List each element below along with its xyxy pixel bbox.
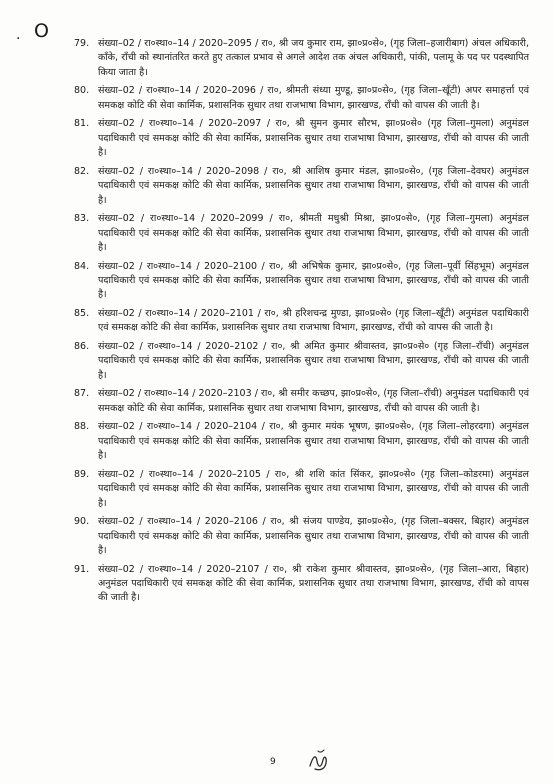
item-text: संख्या–02 / रा०स्था०–14 / 2020–2102 / रा०, श्री अमित कुमार श्रीवास्तव, झा०प्र०से० (गृह जिला–राँची) अनुमंडल पदाधिकारी एवं समकक्ष कोटि की सेवा कार्मिक, प्रशासनिक सुधार तथा राजभाषा विभाग, झारखण्ड, राँची को वापस की जाती है। (98, 341, 529, 381)
item-number: 84. (74, 260, 90, 272)
item-number: 80. (74, 85, 90, 97)
order-list (74, 37, 529, 610)
list-item (74, 84, 529, 113)
signature-flourish (318, 750, 324, 752)
item-number: 87. (74, 388, 90, 400)
page-number: 9 (270, 757, 276, 767)
list-item (74, 260, 529, 303)
item-text: संख्या–02 / रा०स्था०–14 / 2020–2105 / रा०, श्री शशि कांत सिंकर, झा०प्र०से० (गृह जिला–कोडरमा) अनुमंडल पदाधिकारी एवं समकक्ष कोटि की सेवा कार्मिक, प्रशासनिक सुधार तथा राजभाषा विभाग, झारखण्ड, राँची को वापस की जाती है। (98, 468, 529, 509)
list-item (74, 37, 529, 80)
item-text: संख्या–02 / रा०स्था०–14 / 2020–2107 / रा०, श्री राकेश कुमार श्रीवास्तव, झा०प्र०से०, (गृह जिला–आरा, बिहार) अनुमंडल पदाधिकारी एवं समकक्ष कोटि की सेवा कार्मिक, प्रशासनिक सुधार तथा राजभाषा विभाग, झारखण्ड, राँची को वापस की जाती है। (98, 563, 529, 604)
item-text: संख्या–02 / रा०स्था०–14 / 2020–2100 / रा०, श्री अभिषेक कुमार, झा०प्र०से०, (गृह जिला–पूर्वी सिंहभूम) अनुमंडल पदाधिकारी एवं समकक्ष कोटि की सेवा कार्मिक, प्रशासनिक सुधार तथा राजभाषा विभाग, झारखण्ड, राँची को वापस की जाती है। (98, 260, 529, 301)
list-item (74, 563, 529, 606)
item-number: 89. (74, 468, 90, 480)
list-item (74, 212, 529, 255)
item-text: संख्या–02 / रा०स्था०–14 / 2020–2103 / रा०, श्री समीर कच्छप, झा०प्र०से०, (गृह जिला–राँची) अनुमंडल पदाधिकारी एवं समकक्ष कोटि की सेवा कार्मिक, प्रशासनिक सुधार तथा राजभाषा विभाग, झारखण्ड, राँची को वापस की जाती है। (98, 388, 529, 414)
item-text: संख्या–02 / रा०स्था०–14 / 2020–2104 / रा०, श्री कुमार मयंक भूषण, झा०प्र०से०, (गृह जिला–लोहरदगा) अनुमंडल पदाधिकारी एवं समकक्ष कोटि की सेवा कार्मिक, प्रशासनिक सुधार तथा राजभाषा विभाग, झारखण्ड, राँची को वापस की जाती है। (98, 421, 529, 462)
item-number: 85. (74, 308, 90, 320)
list-item (74, 117, 529, 160)
list-item (74, 420, 529, 463)
signature-stroke (310, 757, 326, 770)
item-number: 82. (74, 165, 90, 177)
list-item (74, 165, 529, 208)
item-text: संख्या–02 / रा०स्था०–14 / 2020–2098 / रा०, श्री आशिष कुमार मंडल, झा०प्र०से०, (गृह जिला–देवघर) अनुमंडल पदाधिकारी एवं समकक्ष कोटि की सेवा कार्मिक, प्रशासनिक सुधार तथा राजभाषा विभाग, झारखण्ड, राँची को वापस की जाती है। (98, 165, 529, 206)
list-item (74, 515, 529, 558)
item-number: 90. (74, 516, 90, 528)
item-text: संख्या–02 / रा०स्था०–14 / 2020–2101 / रा०, श्री हरिशचन्द्र मुण्डा, झा०प्र०से० (गृह जिला–खूँटी) अनुमंडल पदाधिकारी एवं समकक्ष कोटि की सेवा कार्मिक, प्रशासनिक सुधार तथा राजभाषा विभाग, झारखण्ड, राँची को वापस की जाती है। (98, 308, 529, 334)
item-text: संख्या–02 / रा०स्था०–14 / 2020–2106 / रा०, श्री संजय पाण्डेय, झा०प्र०से०, (गृह जिला–बक्सर, बिहार) अनुमंडल पदाधिकारी एवं समकक्ष कोटि की सेवा कार्मिक, प्रशासनिक सुधार तथा राजभाषा विभाग, झारखण्ड, राँची को वापस की जाती है। (98, 516, 529, 557)
item-number: 83. (74, 213, 90, 225)
item-text: संख्या–02 / रा०स्था०–14 / 2020–2099 / रा०, श्रीमती मधुश्री मिश्रा, झा०प्र०से०, (गृह जिला–गुमला) अनुमंडल पदाधिकारी एवं समकक्ष कोटि की सेवा कार्मिक, प्रशासनिक सुधार तथा राजभाषा विभाग, झारखण्ड, राँची को वापस की जाती है। (98, 213, 529, 254)
item-number: 79. (74, 38, 90, 49)
item-number: 86. (74, 341, 90, 353)
list-item (74, 340, 529, 383)
item-text: संख्या–02 / रा०स्था०–14 / 2020–2096 / रा०, श्रीमती संध्या मुण्डू, झा०प्र०से०, (गृह जिला–खूँटी) अपर समाहर्त्ता एवं समकक्ष कोटि की सेवा कार्मिक, प्रशासनिक सुधार तथा राजभाषा विभाग, झारखण्ड, राँची को वापस की जाती है। (98, 85, 529, 111)
list-item (74, 307, 529, 336)
item-number: 91. (74, 563, 90, 575)
item-text: संख्या–02 / रा०स्था०–14 / 2020–2097 / रा०, श्री सुमन कुमार सौरभ, झा०प्र०से० (गृह जिला–गुमला) अनुमंडल पदाधिकारी एवं समकक्ष कोटि की सेवा कार्मिक, प्रशासनिक सुधार तथा राजभाषा विभाग, झारखण्ड, राँची को वापस की जाती है। (98, 118, 529, 159)
item-text: संख्या–02 / रा०स्था०–14 / 2020–2095 / रा०, श्री जय कुमार राम, झा०प्र०से०, (गृह जिला–हजारीबाग) अंचल अधिकारी, काँके, राँची को स्थानांतरित करते हुए तत्काल प्रभाव से अगले आदेश तक अंचल अधिकारी, पांकी, पलामू के पद पर पदस्थापित किया जाता है। (98, 38, 529, 78)
corner-dot-mark: . (16, 27, 21, 43)
item-number: 81. (74, 118, 90, 130)
item-number: 88. (74, 421, 90, 433)
corner-circle-mark: O (34, 20, 49, 42)
handwritten-signature-icon (306, 748, 332, 774)
list-item (74, 387, 529, 416)
list-item (74, 468, 529, 511)
